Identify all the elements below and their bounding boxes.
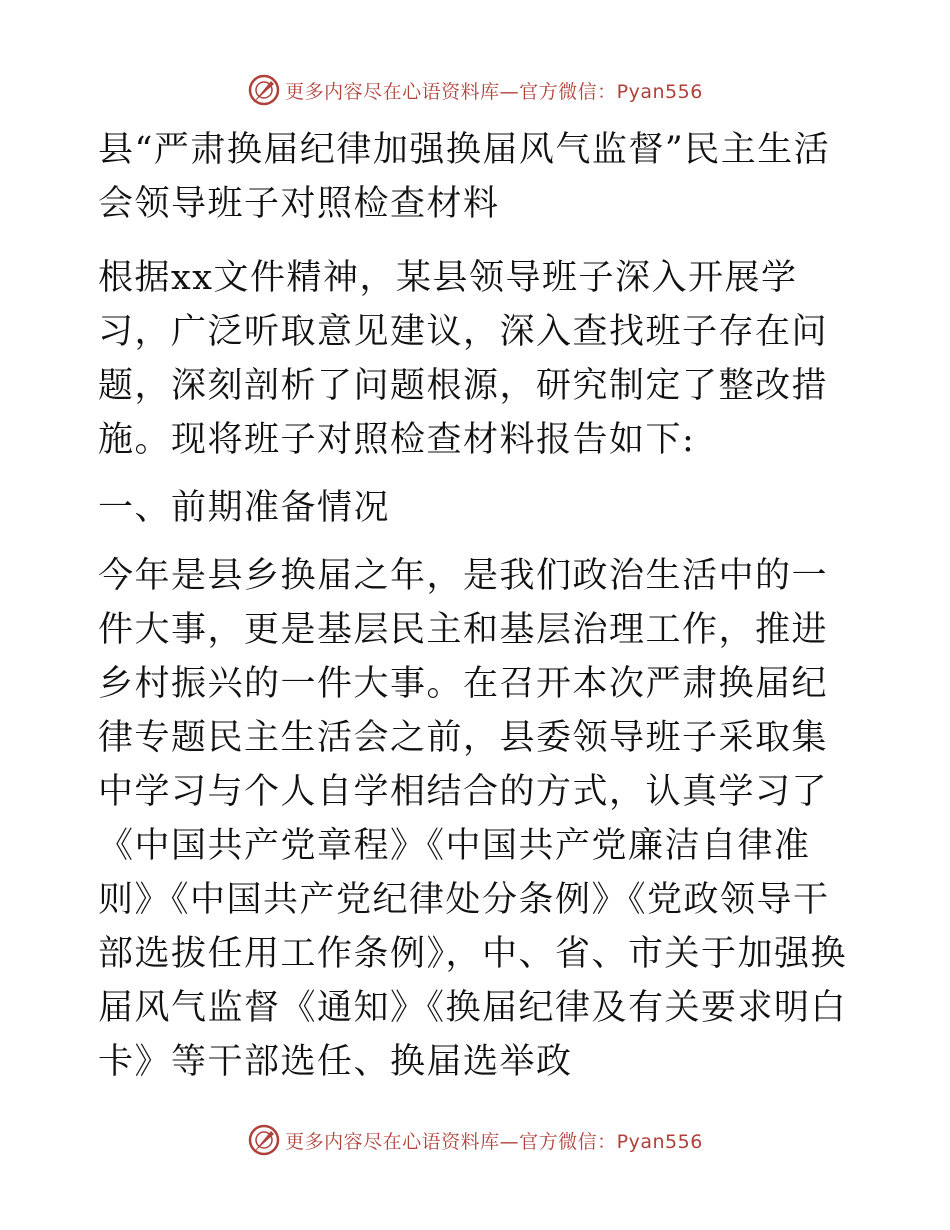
document-title: 县“严肃换届纪律加强换届风气监督”民主生活会领导班子对照检查材料 bbox=[98, 130, 831, 224]
watermark-footer bbox=[0, 1120, 950, 1160]
quill-logo-icon bbox=[247, 73, 281, 107]
section-1-paragraph: 今年是县乡换届之年，是我们政治生活中的一件大事，更是基层民主和基层治理工作，推进乡村振兴的一件大事。在召开本次严肃换届纪律专题民主生活会之前，县委领导班子采取集中学习与个人自学相结合的方式，认真学习了《中国共产党章程》《中国共产党廉洁自律准则》《中国共产党纪律处分条例》《党政领导干部选拔任用工作条例》，中、省、市关于加强换届风气监督《通知》《换届纪律及有关要求明白卡》等干部选任、换届选举政 bbox=[98, 556, 848, 1082]
watermark-text: 更多内容尽在心语资料库—官方微信：Pyan556 bbox=[285, 80, 703, 103]
intro-paragraph: 根据xx文件精神，某县领导班子深入开展学习，广泛听取意见建议，深入查找班子存在问题，深刻剖析了问题根源，研究制定了整改措施。现将班子对照检查材料报告如下: bbox=[98, 258, 829, 460]
watermark-text: 更多内容尽在心语资料库—官方微信：Pyan556 bbox=[285, 1130, 703, 1153]
document-body bbox=[98, 123, 858, 1089]
quill-logo-icon bbox=[247, 1123, 281, 1157]
watermark-header bbox=[0, 70, 950, 110]
section-heading-1: 一、前期准备情况 bbox=[98, 488, 391, 528]
